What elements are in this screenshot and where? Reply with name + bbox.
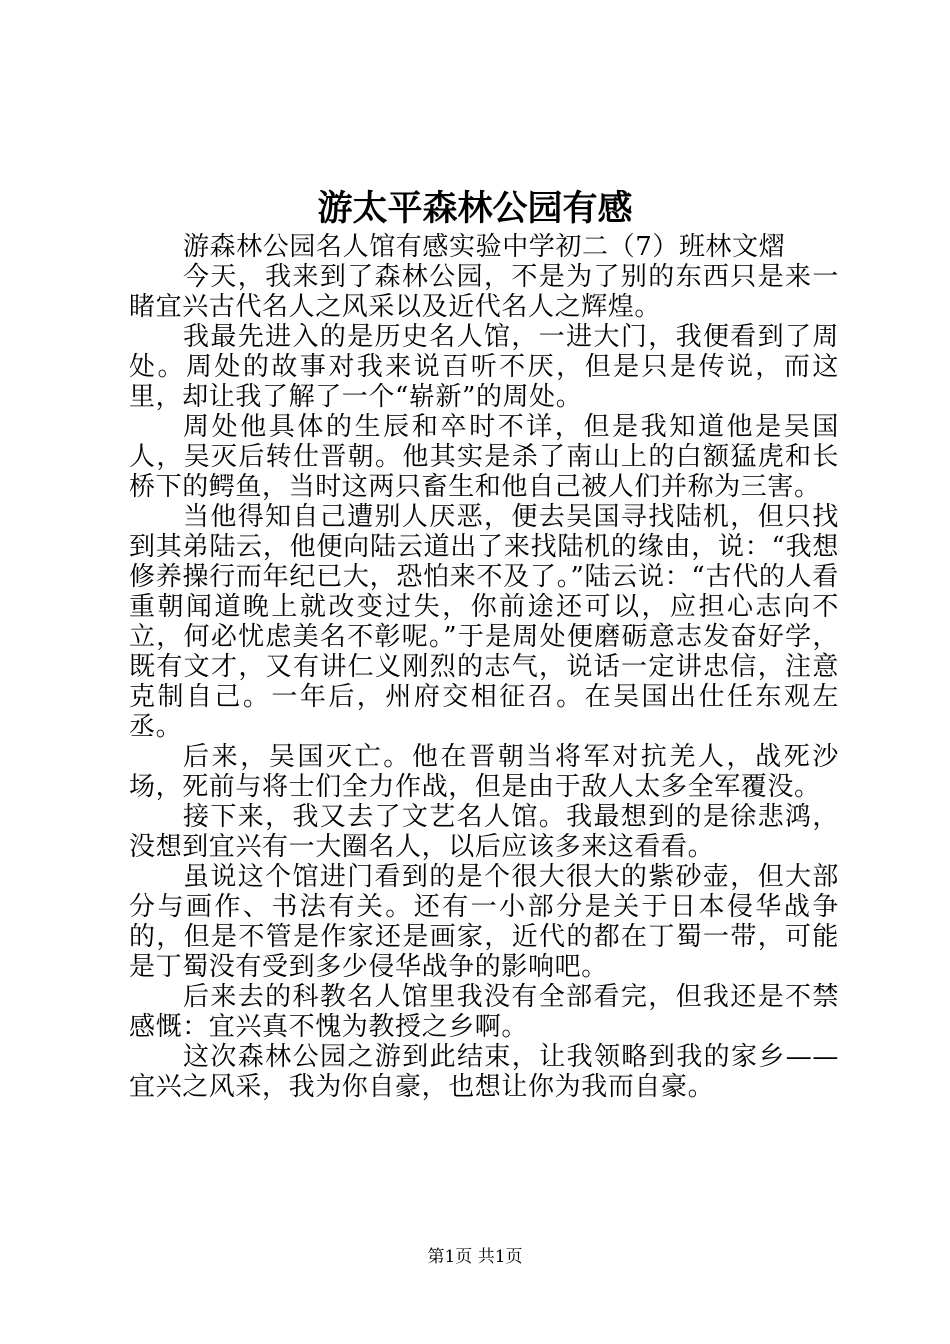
body-paragraph: 后来去的科教名人馆里我没有全部看完，但我还是不禁感慨：宜兴真不愧为教授之乡啊。	[129, 982, 839, 1042]
body-paragraph: 这次森林公园之游到此结束，让我领略到我的家乡——宜兴之风采，我为你自豪，也想让你为我而自豪。	[129, 1042, 839, 1102]
body-paragraph: 当他得知自己遭别人厌恶，便去吴国寻找陆机，但只找到其弟陆云，他便向陆云道出了来找陆机的缘由，说：“我想修养操行而年纪已大，恐怕来不及了。”陆云说：“古代的人看重朝闻道晚上就改变过失，你前途还可以，应担心志向不立，何必忧虑美名不彰呢。”于是周处便磨砺意志发奋好学，既有文才，又有讲仁义刚烈的志气，说话一定讲忠信，注意克制自己。一年后，州府交相征召。在吴国出仕任东观左丞。	[129, 502, 839, 742]
body-paragraph: 今天，我来到了森林公园，不是为了别的东西只是来一睹宜兴古代名人之风采以及近代名人之辉煌。	[129, 262, 839, 322]
body-paragraph: 后来，吴国灭亡。他在晋朝当将军对抗羌人，战死沙场，死前与将士们全力作战，但是由于敌人太多全军覆没。	[129, 742, 839, 802]
byline-paragraph: 游森林公园名人馆有感实验中学初二（7）班林文熠	[183, 232, 786, 262]
page-footer: 第1页 共1页	[427, 1247, 523, 1267]
body-paragraph: 虽说这个馆进门看到的是个很大很大的紫砂壶，但大部分与画作、书法有关。还有一小部分是关于日本侵华战争的，但是不管是作家还是画家，近代的都在丁蜀一带，可能是丁蜀没有受到多少侵华战争的影响吧。	[129, 862, 839, 982]
body-paragraph: 周处他具体的生辰和卒时不详，但是我知道他是吴国人，吴灭后转仕晋朝。他其实是杀了南山上的白额猛虎和长桥下的鳄鱼，当时这两只畜生和他自己被人们并称为三害。	[129, 412, 839, 502]
document-title: 游太平森林公园有感	[317, 188, 633, 229]
body-paragraph: 我最先进入的是历史名人馆，一进大门，我便看到了周处。周处的故事对我来说百听不厌，但是只是传说，而这里，却让我了解了一个“崭新”的周处。	[129, 322, 839, 412]
body-paragraph: 接下来，我又去了文艺名人馆。我最想到的是徐悲鸿，没想到宜兴有一大圈名人，以后应该多来这看看。	[129, 802, 839, 862]
document-body	[129, 232, 839, 1102]
